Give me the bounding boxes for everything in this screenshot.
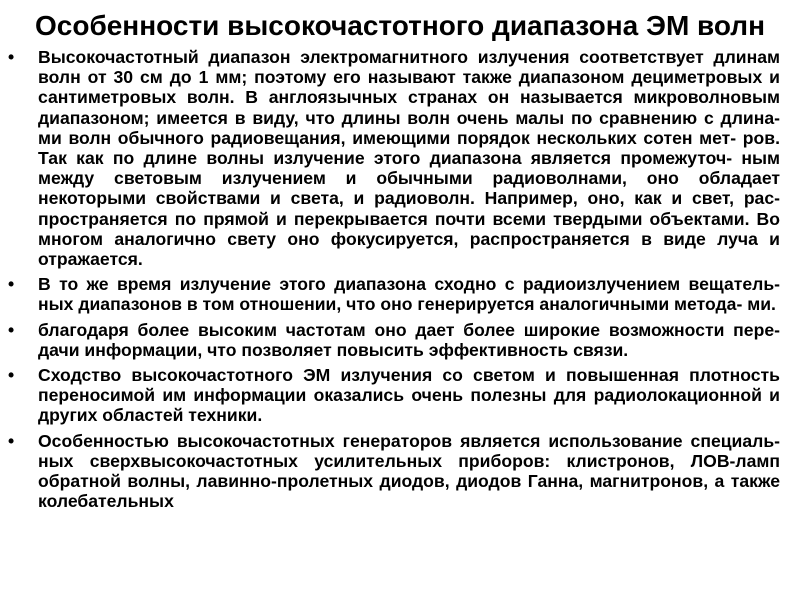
bullet-text: благодаря более высоким частотам оно дает более широкие возможности пере- дачи информации, что позволяет повысить эффективность связи. [38, 319, 780, 360]
slide-title: Особенности высокочастотного диапазона ЭМ волн [34, 10, 765, 41]
bullet-dot-icon: • [8, 365, 15, 386]
bullet-item [8, 319, 780, 360]
bullet-dot-icon: • [8, 319, 15, 340]
bullet-text: Особенностью высокочастотных генераторов является использование специаль- ных сверхвысокочастотных усилительных приборов: клистронов, ЛОВ-ламп обратной волны, лавинно-пролетных диодов, диодов Ганна, магнитронов, а также колебательных [38, 430, 780, 512]
bullet-item [8, 47, 780, 270]
bullet-item [8, 365, 780, 426]
bullet-text: В то же время излучение этого диапазона сходно с радиоизлучением вещатель- ных диапазонов в том отношении, что оно генерируется аналогичными метода- ми. [38, 274, 780, 315]
bullet-dot-icon: • [8, 274, 15, 295]
bullet-list [0, 47, 800, 511]
bullet-item [8, 274, 780, 315]
bullet-text: Высокочастотный диапазон электромагнитного излучения соответствует длинам волн от 30 см до 1 мм; поэтому его называют также диапазоном дециметровых и сантиметровых волн. В англоязычных странах он называется микроволновым диапазоном; имеется в виду, что длины волн очень малы по сравнению с длина- ми волн обычного радиовещания, имеющими порядок нескольких сотен мет- ров. Так как по длине волны излучение этого диапазона является промежуточ- ным между световым излучением и обычными радиоволнами, оно обладает некоторыми свойствами и света, и радиоволн. Например, оно, как и свет, рас- пространяется по прямой и перекрывается почти всеми твердыми объектами. Во многом аналогично свету оно фокусируется, распространяется в виде луча и отражается. [38, 47, 780, 270]
bullet-item [8, 430, 780, 512]
bullet-text: Сходство высокочастотного ЭМ излучения со светом и повышенная плотность переносимой им информации оказались очень полезны для радиолокационной и других областей техники. [38, 365, 780, 426]
bullet-dot-icon: • [8, 47, 15, 67]
bullet-dot-icon: • [8, 430, 15, 451]
